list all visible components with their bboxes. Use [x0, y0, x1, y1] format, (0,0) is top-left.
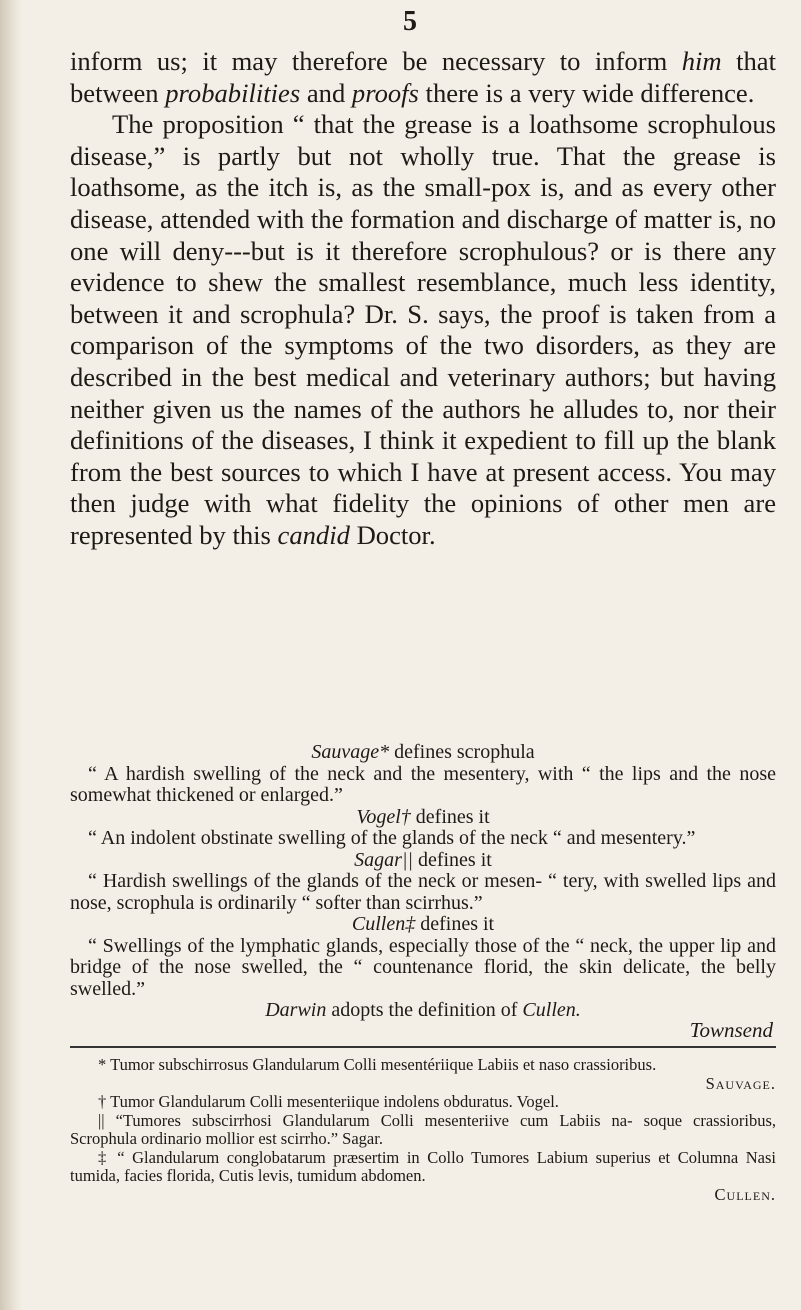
definition-author-line: Sagar|| defines it [354, 848, 492, 871]
definition-quote: “ An indolent obstinate swelling of the glands of the neck “ and mesentery.” [88, 827, 696, 849]
emphasis-candid: candid [277, 519, 350, 550]
body-text [70, 46, 776, 552]
footnote-text: ‡ “ Glandularum conglobatarum præsertim in Collo Tumores Labium superius et Columna Nasi tumida, facies florida, Cutis levis, tumidum abdomen. [70, 1147, 776, 1185]
definition-author-line: Sauvage* defines scrophula [311, 741, 535, 763]
footnote-signature: Cullen. [714, 1184, 776, 1204]
footnotes [70, 1056, 776, 1204]
emphasis-him: him [681, 46, 722, 76]
catchword: Townsend [689, 1018, 773, 1042]
definition-quote: “ Swellings of the lymphatic glands, especially those of the “ neck, the upper lip and bridge of the nose swelled, the “ countenance florid, the skin delicate, the belly swelled.” [70, 934, 776, 1000]
paragraph-2: The proposition “ that the grease is a loathsome scrophulous disease,” is partly but not wholly true. That the grease is loathsome, as the itch is, as the small-pox is, and as every other disease, attended with the formation and discharge of matter is, no one will deny---but is it therefore scrophulous? or is there any evidence to shew the smallest resemblance, much less identity, between it and scrophula? Dr. S. says, the proof is taken from a comparison of the symptoms of the two disorders, as they are described in the best medical and veterinary authors; but having neither given us the names of the authors he alludes to, nor their definitions of the diseases, I think it expedient to fill up the blank from the best sources to which I have at present access. You may then judge with what fidelity the opinions of other men are represented by this candid Doctor. [70, 109, 776, 550]
footnote-rule [70, 1046, 776, 1048]
footnote-text: † Tumor Glandularum Colli mesenteriique indolens obduratus. Vogel. [98, 1092, 559, 1111]
page-number: 5 [403, 6, 417, 37]
page-edge-shadow [0, 0, 22, 1310]
paragraph-1: inform us; it may therefore be necessary to inform him that between probabilities and proofs there is a very wide difference. [70, 46, 776, 108]
definition-author-line: Vogel† defines it [356, 805, 490, 828]
definition-quote: “ A hardish swelling of the neck and the mesentery, with “ the lips and the nose somewhat thickened or enlarged.” [70, 762, 776, 806]
emphasis-probabilities: probabilities [165, 77, 301, 108]
footnote-signature: Sauvage. [705, 1073, 776, 1093]
footnote-text: * Tumor subschirrosus Glandularum Colli mesentériique Labiis et naso crassioribus. [98, 1055, 657, 1074]
definitions-section [70, 742, 776, 1022]
emphasis-proofs: proofs [351, 77, 419, 108]
darwin-line: Darwin adopts the definition of Cullen. [265, 999, 581, 1021]
footnote-text: || “Tumores subscirrhosi Glandularum Colli mesenteriive cum Labiis na- soque crassioribus, Scrophula ordinario mollior est scirrho.” Sagar. [70, 1110, 776, 1148]
definition-quote: “ Hardish swellings of the glands of the neck or mesen- “ tery, with swelled lips and nose, scrophula is ordinarily “ softer than scirrhus.” [70, 870, 776, 914]
definition-author-line: Cullen‡ defines it [351, 913, 495, 935]
